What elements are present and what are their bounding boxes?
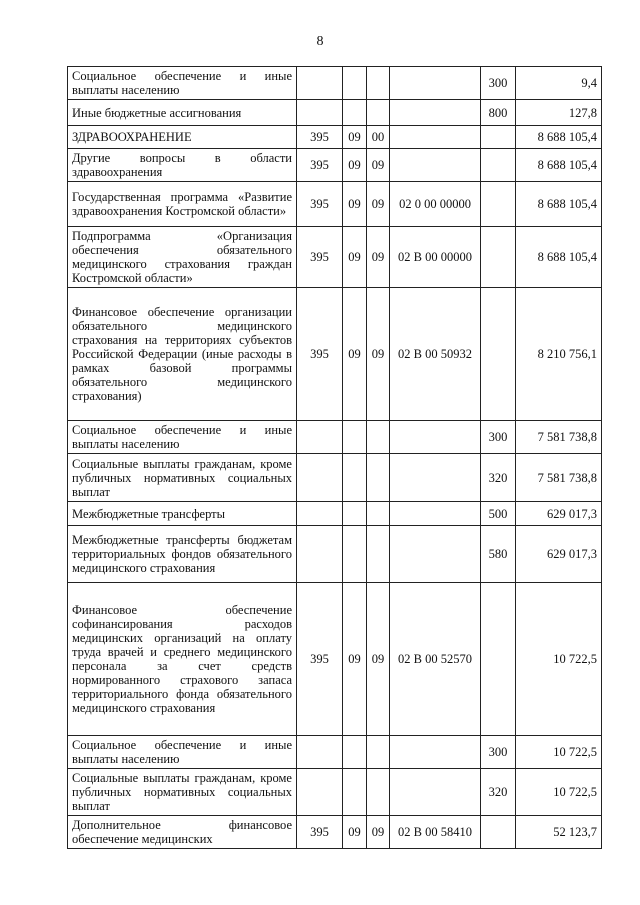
page-number: 8: [316, 34, 324, 49]
amount: 10 722,5: [516, 736, 602, 769]
target-article-code: 02 В 00 00000: [390, 227, 481, 288]
section-code: [343, 502, 367, 526]
target-article-code: [390, 100, 481, 126]
target-article-code: [390, 769, 481, 816]
section-code: [343, 100, 367, 126]
amount: 8 688 105,4: [516, 227, 602, 288]
row-name: Межбюджетные трансферты: [68, 502, 297, 526]
expense-type-code: [481, 149, 516, 182]
section-code: [343, 421, 367, 454]
table-row: [68, 816, 602, 849]
subsection-code: [367, 769, 390, 816]
expense-type-code: 800: [481, 100, 516, 126]
subsection-code: 09: [367, 182, 390, 227]
table-row: [68, 182, 602, 227]
table-row: [68, 149, 602, 182]
target-article-code: 02 В 00 52570: [390, 583, 481, 736]
table-body: [68, 67, 602, 849]
section-code: [343, 67, 367, 100]
table-row: [68, 502, 602, 526]
amount: 629 017,3: [516, 502, 602, 526]
amount: 10 722,5: [516, 583, 602, 736]
target-article-code: [390, 736, 481, 769]
target-article-code: 02 0 00 00000: [390, 182, 481, 227]
table-row: [68, 736, 602, 769]
row-name: Финансовое обеспечение организации обязательного медицинского страхования на территориях субъектов Российской Федерации (иные расходы в рамках базовой программы обязательного медицинского страхования): [68, 288, 297, 421]
row-name: Другие вопросы в области здравоохранения: [68, 149, 297, 182]
amount: 629 017,3: [516, 526, 602, 583]
section-code: [343, 769, 367, 816]
subsection-code: 09: [367, 583, 390, 736]
section-code: 09: [343, 583, 367, 736]
subsection-code: [367, 502, 390, 526]
budget-table: [67, 66, 602, 849]
section-code: 09: [343, 227, 367, 288]
expense-type-code: [481, 816, 516, 849]
target-article-code: 02 В 00 58410: [390, 816, 481, 849]
target-article-code: [390, 502, 481, 526]
row-name: Финансовое обеспечение софинансирования расходов медицинских организаций на оплату труда врачей и среднего медицинского персонала за счет средств нормированного страхового запаса территориального фонда обязательного медицинского страхования: [68, 583, 297, 736]
amount: 7 581 738,8: [516, 421, 602, 454]
department-code: [297, 526, 343, 583]
table-row: [68, 100, 602, 126]
table-row: [68, 227, 602, 288]
amount: 10 722,5: [516, 769, 602, 816]
target-article-code: [390, 526, 481, 583]
amount: 127,8: [516, 100, 602, 126]
expense-type-code: 300: [481, 736, 516, 769]
department-code: 395: [297, 126, 343, 149]
expense-type-code: 320: [481, 454, 516, 502]
target-article-code: [390, 421, 481, 454]
expense-type-code: 300: [481, 421, 516, 454]
department-code: 395: [297, 227, 343, 288]
target-article-code: 02 В 00 50932: [390, 288, 481, 421]
department-code: 395: [297, 182, 343, 227]
subsection-code: [367, 454, 390, 502]
section-code: 09: [343, 288, 367, 421]
row-name: ЗДРАВООХРАНЕНИЕ: [68, 126, 297, 149]
subsection-code: 00: [367, 126, 390, 149]
section-code: [343, 454, 367, 502]
department-code: 395: [297, 149, 343, 182]
amount: 7 581 738,8: [516, 454, 602, 502]
table-row: [68, 769, 602, 816]
amount: 8 688 105,4: [516, 149, 602, 182]
amount: 9,4: [516, 67, 602, 100]
section-code: 09: [343, 149, 367, 182]
row-name: Иные бюджетные ассигнования: [68, 100, 297, 126]
section-code: 09: [343, 126, 367, 149]
department-code: [297, 454, 343, 502]
amount: 52 123,7: [516, 816, 602, 849]
department-code: [297, 736, 343, 769]
department-code: [297, 769, 343, 816]
department-code: [297, 100, 343, 126]
target-article-code: [390, 454, 481, 502]
expense-type-code: 320: [481, 769, 516, 816]
table-row: [68, 526, 602, 583]
subsection-code: 09: [367, 149, 390, 182]
expense-type-code: [481, 583, 516, 736]
expense-type-code: [481, 288, 516, 421]
expense-type-code: [481, 182, 516, 227]
department-code: 395: [297, 583, 343, 736]
department-code: 395: [297, 816, 343, 849]
expense-type-code: [481, 126, 516, 149]
table-row: [68, 67, 602, 100]
expense-type-code: 580: [481, 526, 516, 583]
department-code: [297, 421, 343, 454]
row-name: Социальные выплаты гражданам, кроме публичных нормативных социальных выплат: [68, 769, 297, 816]
department-code: [297, 67, 343, 100]
amount: 8 210 756,1: [516, 288, 602, 421]
subsection-code: 09: [367, 816, 390, 849]
subsection-code: [367, 526, 390, 583]
target-article-code: [390, 126, 481, 149]
amount: 8 688 105,4: [516, 126, 602, 149]
department-code: [297, 502, 343, 526]
section-code: 09: [343, 182, 367, 227]
amount: 8 688 105,4: [516, 182, 602, 227]
subsection-code: 09: [367, 288, 390, 421]
row-name: Государственная программа «Развитие здравоохранения Костромской области»: [68, 182, 297, 227]
target-article-code: [390, 67, 481, 100]
expense-type-code: 500: [481, 502, 516, 526]
table-row: [68, 126, 602, 149]
row-name: Социальное обеспечение и иные выплаты населению: [68, 67, 297, 100]
row-name: Социальные выплаты гражданам, кроме публичных нормативных социальных выплат: [68, 454, 297, 502]
row-name: Подпрограмма «Организация обеспечения обязательного медицинского страхования граждан Костромской области»: [68, 227, 297, 288]
table-row: [68, 454, 602, 502]
subsection-code: [367, 736, 390, 769]
row-name: Дополнительное финансовое обеспечение медицинских: [68, 816, 297, 849]
expense-type-code: [481, 227, 516, 288]
department-code: 395: [297, 288, 343, 421]
row-name: Социальное обеспечение и иные выплаты населению: [68, 421, 297, 454]
row-name: Межбюджетные трансферты бюджетам территориальных фондов обязательного медицинского страхования: [68, 526, 297, 583]
subsection-code: 09: [367, 227, 390, 288]
table-row: [68, 583, 602, 736]
target-article-code: [390, 149, 481, 182]
subsection-code: [367, 100, 390, 126]
section-code: [343, 526, 367, 583]
subsection-code: [367, 67, 390, 100]
section-code: 09: [343, 816, 367, 849]
subsection-code: [367, 421, 390, 454]
expense-type-code: 300: [481, 67, 516, 100]
table-row: [68, 288, 602, 421]
row-name: Социальное обеспечение и иные выплаты населению: [68, 736, 297, 769]
table-row: [68, 421, 602, 454]
section-code: [343, 736, 367, 769]
